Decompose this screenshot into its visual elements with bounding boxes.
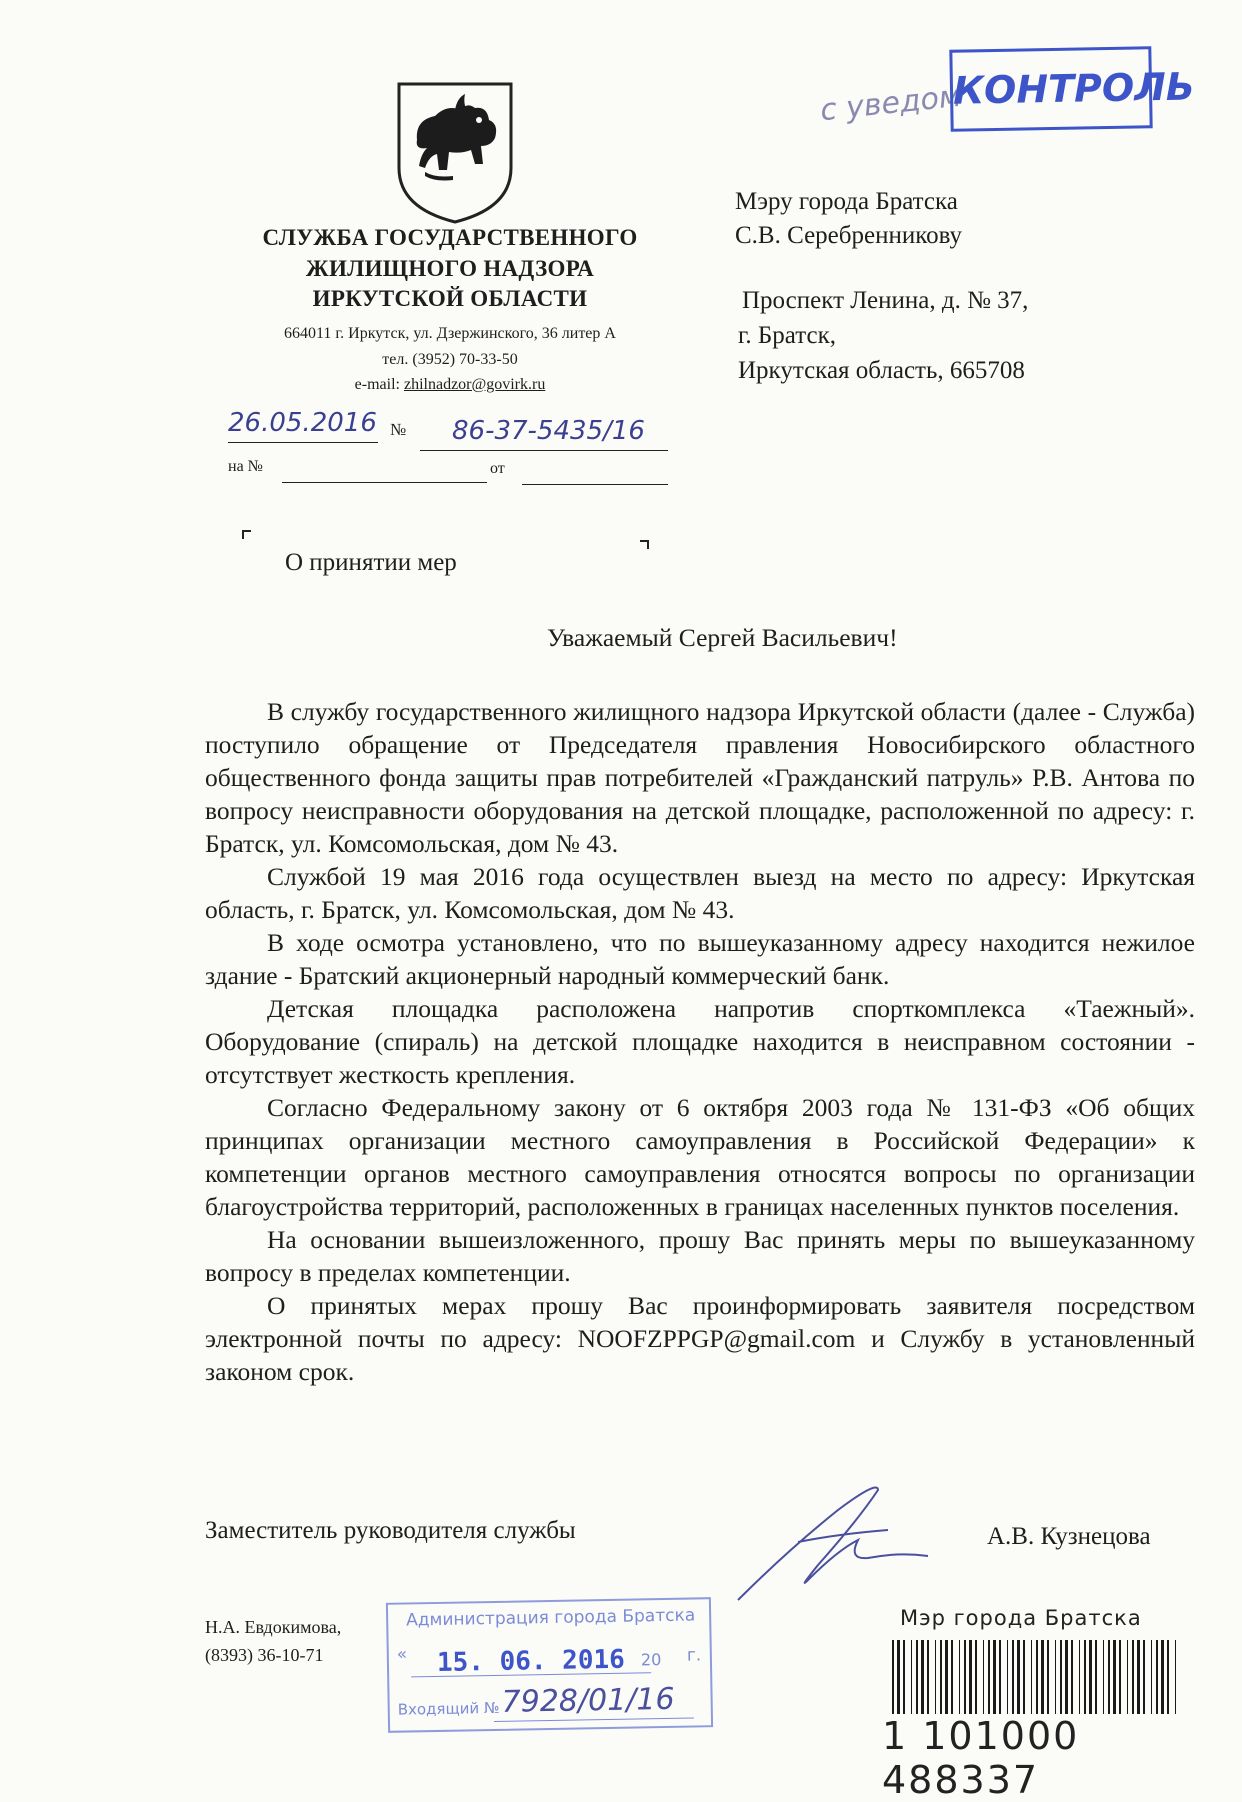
- barcode-bar: [1017, 1640, 1020, 1720]
- barcode-bar: [1137, 1640, 1140, 1720]
- barcode-bar: [1031, 1640, 1032, 1720]
- paragraph-1: В службу государственного жилищного надзора Иркутской области (далее - Служба) поступило обращение от Председателя правления Новосибирского областного общественного фонда защиты прав потребителей «Гражданский патруль» Р.В. Антова по вопросу неисправности оборудования на детской площадке, расположенной по адресу: г. Братск, ул. Комсомольская, дом № 43.: [205, 697, 1195, 858]
- org-email-line: [210, 376, 690, 394]
- barcode-bar: [945, 1640, 948, 1720]
- signatory-name: А.В. Кузнецова: [987, 1523, 1151, 1550]
- barcode-bar: [1041, 1640, 1044, 1720]
- registration-incoming-label: Входящий №: [397, 1698, 500, 1719]
- reply-to-number-line: [282, 482, 487, 483]
- barcode-bar: [916, 1640, 918, 1720]
- barcode-bar: [1132, 1640, 1134, 1720]
- registration-incoming-number: 7928/01/16: [501, 1681, 675, 1720]
- executor-phone: (8393) 36-10-71: [205, 1645, 324, 1665]
- barcode-bar: [959, 1640, 960, 1720]
- paragraph-2: Службой 19 мая 2016 года осуществлен выезд на место по адресу: Иркутская область, г. Братск, ул. Комсомольская, дом № 43.: [205, 862, 1195, 924]
- recipient-line-1: Мэру города Братска: [735, 188, 958, 215]
- executor-name: Н.А. Евдокимова,: [205, 1617, 342, 1637]
- subject-bracket-left: [242, 530, 251, 539]
- barcode-bar: [911, 1640, 912, 1720]
- reply-to-date-line: [522, 484, 668, 485]
- barcode-bar: [983, 1640, 984, 1720]
- barcode-bar: [1007, 1640, 1008, 1720]
- recipient-address-line-2: г. Братск,: [738, 322, 836, 349]
- barcode-icon: [890, 1640, 1180, 1720]
- org-address: 664011 г. Иркутск, ул. Дзержинского, 36 литер А: [284, 325, 616, 342]
- barcode-bar: [964, 1640, 966, 1720]
- kontrol-stamp: КОНТРОЛЬ: [949, 46, 1152, 132]
- paragraph-7: О принятых мерах прошу Вас проинформировать заявителя посредством электронной почты по адресу: NOOFZPPGP@gmail.com и Службу в установленный законом срок.: [205, 1291, 1195, 1386]
- barcode-bar: [1161, 1640, 1164, 1720]
- barcode-bar: [969, 1640, 972, 1720]
- ref-date-line: [228, 442, 378, 443]
- barcode-bar: [897, 1640, 900, 1720]
- barcode-bar: [1156, 1640, 1158, 1720]
- ref-no-label: №: [390, 420, 407, 439]
- barcode-bar: [975, 1640, 977, 1720]
- barcode-bar: [1113, 1640, 1116, 1720]
- paragraph-4: Детская площадка расположена напротив спорткомплекса «Таежный». Оборудование (спираль) на детской площадке находится в неисправном состоянии - отсутствует жесткость крепления.: [205, 994, 1195, 1089]
- barcode-bar: [1023, 1640, 1025, 1720]
- barcode-bar: [927, 1640, 929, 1720]
- barcode-bar: [1103, 1640, 1104, 1720]
- subject-bracket-right: [640, 540, 649, 549]
- barcode-bar: [988, 1640, 990, 1720]
- barcode-bar: [993, 1640, 996, 1720]
- barcode-bar: [1079, 1640, 1080, 1720]
- barcode-bar: [1095, 1640, 1097, 1720]
- registration-date: 15. 06. 2016: [436, 1644, 626, 1678]
- org-name-line-1: СЛУЖБА ГОСУДАРСТВЕННОГО: [262, 225, 638, 250]
- paragraph-5: Согласно Федеральному закону от 6 октября 2003 года № 131-ФЗ «Об общих принципах организации местного самоуправления в Российской Федерации» к компетенции органов местного самоуправления относятся вопросы по организации благоустройства территорий, расположенных в границах населенных пунктов поселения.: [205, 1093, 1195, 1221]
- barcode-bar: [1012, 1640, 1014, 1720]
- org-email-link[interactable]: zhilnadzor@govirk.ru: [403, 376, 546, 393]
- barcode-bar: [1119, 1640, 1121, 1720]
- recipient-line-2: С.В. Серебренникову: [735, 222, 963, 249]
- org-name-line-2: ЖИЛИЩНОГО НАДЗОРА: [305, 256, 595, 281]
- registration-g: г.: [686, 1645, 702, 1666]
- barcode-bar: [1071, 1640, 1073, 1720]
- barcode-bar: [1167, 1640, 1169, 1720]
- barcode-bar: [1151, 1640, 1152, 1720]
- paragraph-6: На основании вышеизложенного, прошу Вас принять меры по вышеуказанному вопросу в пределах компетенции.: [205, 1225, 1195, 1287]
- barcode-bar: [892, 1640, 894, 1720]
- barcode-bar: [999, 1640, 1001, 1720]
- barcode-bar: [1084, 1640, 1086, 1720]
- handwritten-note: с уведом: [818, 78, 964, 129]
- greeting: Уважаемый Сергей Васильевич!: [547, 623, 898, 652]
- barcode-bar: [1065, 1640, 1068, 1720]
- subject: О принятии мер: [285, 549, 457, 576]
- barcode-bar: [1036, 1640, 1038, 1720]
- barcode-number: 1 101000 488337: [878, 1714, 1242, 1802]
- barcode-bar: [1175, 1640, 1176, 1720]
- barcode-bar: [1047, 1640, 1049, 1720]
- barcode-bar: [940, 1640, 942, 1720]
- signature-scribble: [728, 1470, 958, 1610]
- registration-date-prefix: «: [396, 1644, 408, 1665]
- ref-date: 26.05.2016: [228, 408, 377, 438]
- registration-org: Администрация города Братска: [406, 1605, 696, 1631]
- barcode-label: Мэр города Братска: [900, 1606, 1142, 1630]
- barcode-bar: [1127, 1640, 1128, 1720]
- recipient-address-line-3: Иркутская область, 665708: [738, 357, 1025, 384]
- barcode-bar: [1108, 1640, 1110, 1720]
- barcode-bar: [1089, 1640, 1092, 1720]
- ref-number-line: [420, 450, 668, 451]
- registration-stamp: [386, 1597, 713, 1733]
- recipient-address-line-1: Проспект Ленина, д. № 37,: [742, 287, 1029, 314]
- barcode-bar: [1143, 1640, 1145, 1720]
- barcode-bar: [951, 1640, 953, 1720]
- registration-year-suffix: 20: [640, 1650, 662, 1670]
- barcode-bar: [935, 1640, 936, 1720]
- barcode-bar: [1055, 1640, 1056, 1720]
- barcode-bar: [903, 1640, 905, 1720]
- coat-of-arms-icon: [395, 80, 515, 226]
- signatory-position: Заместитель руководителя службы: [205, 1517, 576, 1544]
- reply-to-date-label: от: [490, 460, 505, 477]
- reply-to-label: на №: [228, 458, 263, 475]
- barcode-bar: [921, 1640, 924, 1720]
- org-name-line-3: ИРКУТСКОЙ ОБЛАСТИ: [312, 286, 588, 311]
- ref-number: 86-37-5435/16: [452, 416, 645, 446]
- paragraph-3: В ходе осмотра установлено, что по вышеуказанному адресу находится нежилое здание - Братский акционерный народный коммерческий банк.: [205, 928, 1195, 990]
- barcode-bar: [1060, 1640, 1062, 1720]
- email-label: e-mail:: [354, 376, 400, 393]
- org-phone: тел. (3952) 70-33-50: [382, 351, 518, 368]
- letter-body: [205, 695, 1195, 1388]
